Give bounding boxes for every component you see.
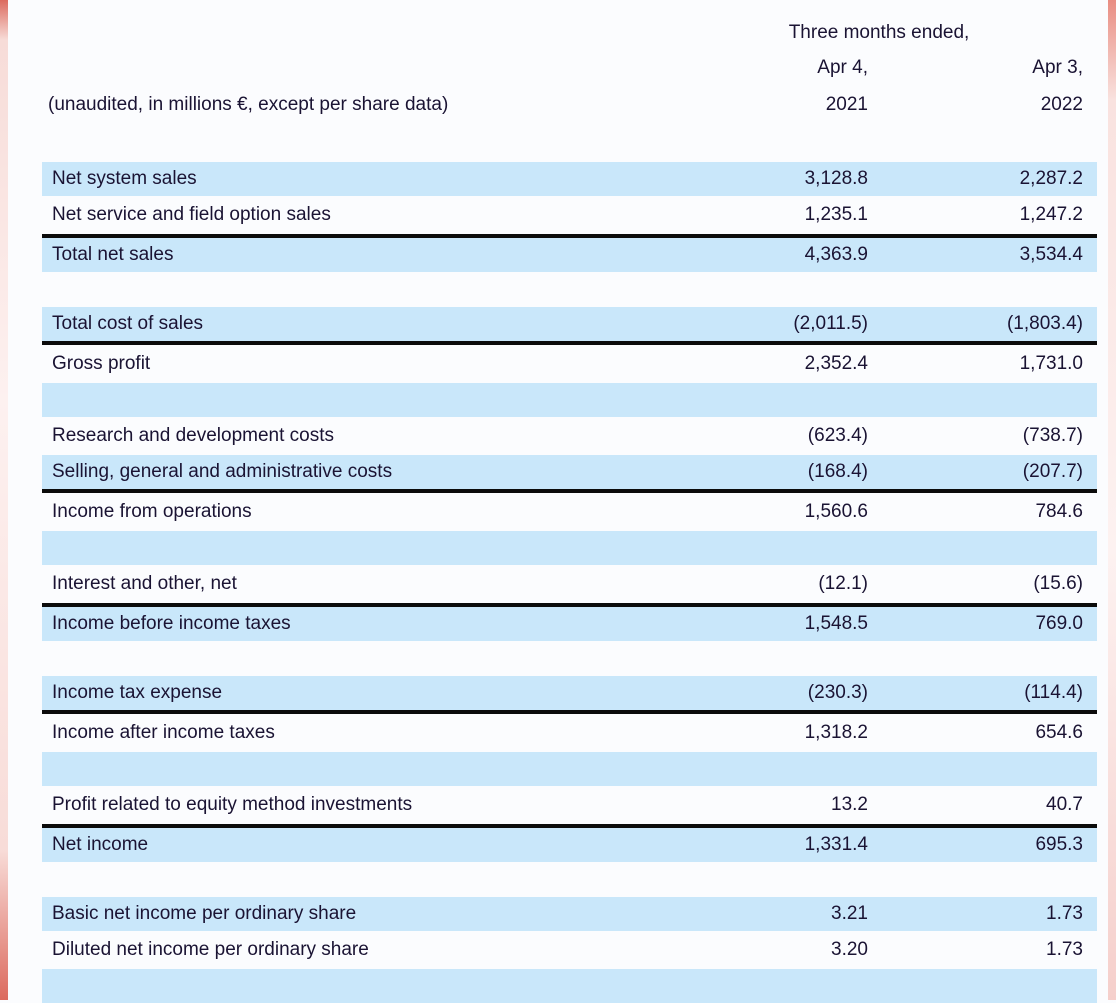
table-row: [42, 788, 1097, 822]
value-2021: 1,318.2: [804, 722, 868, 743]
value-2021: 1,331.4: [804, 834, 868, 855]
value-2022: 769.0: [1035, 613, 1083, 634]
value-2021: 1,235.1: [804, 204, 868, 225]
value-2022: 654.6: [1035, 722, 1083, 743]
value-2021: 1,548.5: [804, 613, 868, 634]
row-label: Net service and field option sales: [52, 204, 331, 225]
value-2021: 13.2: [831, 794, 868, 815]
table-row: [42, 824, 1097, 862]
table-row: [42, 455, 1097, 493]
value-2022: (738.7): [1022, 425, 1083, 446]
table-row: [42, 347, 1097, 381]
value-2021: 3.20: [831, 939, 868, 960]
table-row: [42, 676, 1097, 714]
value-2021: 3.21: [831, 903, 868, 924]
spacer-row: [42, 969, 1097, 1003]
table-row: [42, 234, 1097, 272]
value-2021: 2,352.4: [804, 353, 868, 374]
row-label: Income before income taxes: [52, 613, 291, 634]
value-2022: 695.3: [1035, 834, 1083, 855]
row-label: Net system sales: [52, 168, 197, 189]
column-header-2022: [882, 57, 1097, 124]
table-row: [42, 567, 1097, 601]
value-2022: (114.4): [1024, 682, 1083, 703]
table-row: [42, 897, 1097, 931]
spacer-row: [42, 531, 1097, 565]
table-row: [42, 307, 1097, 345]
value-2021: (623.4): [807, 425, 868, 446]
row-label: Net income: [52, 834, 149, 855]
row-label: Research and development costs: [52, 425, 334, 446]
row-label: Basic net income per ordinary share: [52, 903, 357, 924]
income-statement-sheet: [42, 0, 1097, 1000]
value-2021: (2,011.5): [793, 313, 868, 334]
value-2021: (12.1): [818, 573, 868, 594]
row-label: Income from operations: [52, 501, 252, 522]
value-2022: 3,534.4: [1019, 244, 1083, 265]
value-2022: 40.7: [1046, 794, 1083, 815]
value-2022: 1,731.0: [1019, 353, 1083, 374]
table-row: [42, 603, 1097, 641]
value-2022: 1.73: [1046, 903, 1083, 924]
row-label: Profit related to equity method investments: [52, 794, 413, 815]
table-row: [42, 495, 1097, 529]
table-rows: [42, 162, 1097, 1003]
row-label: Gross profit: [52, 353, 151, 374]
column-year-2022: 2022: [1040, 94, 1083, 115]
row-label: Diluted net income per ordinary share: [52, 939, 369, 960]
date-columns: [667, 57, 1097, 124]
value-2021: 4,363.9: [804, 244, 868, 265]
column-date-2022: Apr 3,: [1032, 57, 1083, 78]
units-note: (unaudited, in millions €, except per share data): [48, 94, 449, 115]
table-row: [42, 198, 1097, 232]
period-title: Three months ended,: [788, 22, 970, 43]
value-2022: 1,247.2: [1019, 204, 1083, 225]
table-row: [42, 162, 1097, 196]
value-2021: 3,128.8: [804, 168, 868, 189]
value-2021: (230.3): [807, 682, 868, 703]
table-row: [42, 419, 1097, 453]
row-label: Selling, general and administrative costs: [52, 461, 393, 482]
value-2022: 1.73: [1046, 939, 1083, 960]
table-header: [42, 0, 1097, 124]
value-2022: (207.7): [1022, 461, 1083, 482]
value-2021: 1,560.6: [804, 501, 868, 522]
section-gap: [42, 274, 1097, 307]
value-2021: (168.4): [807, 461, 868, 482]
column-date-2021: Apr 4,: [817, 57, 868, 78]
period-columns-header: [667, 22, 1097, 124]
value-2022: (1,803.4): [1006, 313, 1083, 334]
column-year-2021: 2021: [825, 94, 868, 115]
spacer-row: [42, 383, 1097, 417]
row-label: Interest and other, net: [52, 573, 237, 594]
value-2022: (15.6): [1033, 573, 1083, 594]
table-row: [42, 933, 1097, 967]
left-red-edge-bar: [0, 0, 8, 1000]
row-label: Total cost of sales: [52, 313, 204, 334]
table-row: [42, 716, 1097, 750]
section-gap: [42, 864, 1097, 897]
value-2022: 784.6: [1035, 501, 1083, 522]
column-header-2021: [667, 57, 882, 124]
value-2022: 2,287.2: [1019, 168, 1083, 189]
row-label: Income after income taxes: [52, 722, 275, 743]
row-label: Total net sales: [52, 244, 174, 265]
right-red-edge-bar: [1108, 0, 1116, 1000]
section-gap: [42, 643, 1097, 676]
spacer-row: [42, 752, 1097, 786]
row-label: Income tax expense: [52, 682, 223, 703]
